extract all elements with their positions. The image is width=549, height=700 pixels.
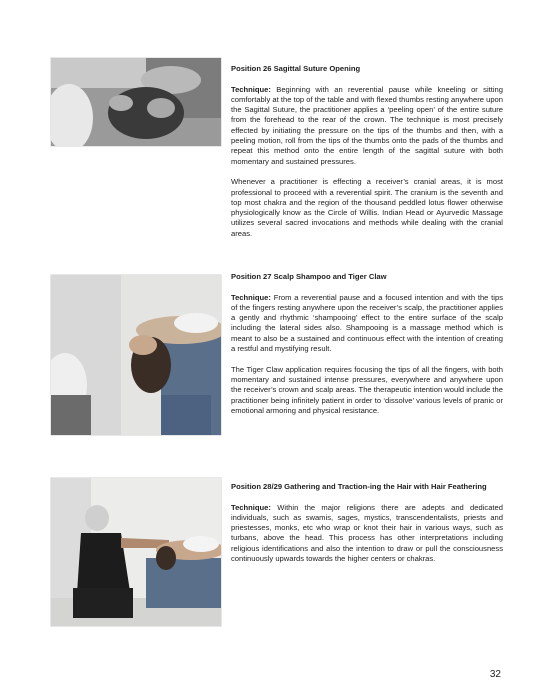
photo-scalp-shampoo [51,275,221,435]
body-paragraph: The Tiger Claw application requires focusing the tips of all the fingers, with both momentary and sustained intense pressures, everywhere and anywhere upon the receiver’s crown and scalp areas. The therapeutic intention would include the practitioner being infinitely patient in order to ‘dissolve’ various levels of pranic or emotional armoring and physical resistance. [231,364,503,415]
technique-text: From a reverential pause and a focused intention and with the tips of the fingers resting anywhere upon the receiver’s scalp, the practitioner applies a gently and rhythmic ‘shampooing’ effect to the entire surface of the scalp including the lateral sides also. Shampooing is a massage method which is meant to also be a sustained and continuous effect with the intention of creating a restful and mystifying result. [231,292,503,354]
section-heading: Position 27 Scalp Shampoo and Tiger Claw [231,272,387,281]
page-number: 32 [489,669,501,680]
technique-paragraph [231,293,503,355]
technique-paragraph [231,503,503,565]
body-paragraph: Whenever a practitioner is effecting a receiver’s cranial areas, it is most professional to proceed with a reverential spirit. The cranium is the seventh and top most chakra and the region of the thousand peddled lotus flower otherwise physiologically know as the Circle of Willis. Indian Head or Ayurvedic Massage utilizes several sacred invocations and methods while dealing with the cranial areas. [231,177,503,238]
technique-label: Technique: [231,292,271,302]
photo-gathering-hair [51,478,221,626]
section-position-28-29 [231,482,503,564]
technique-label: Technique: [231,502,271,512]
photo-sagittal-suture [51,58,221,146]
technique-text: Within the major religions there are adepts and dedicated individuals, such as swamis, sages, mystics, transcendentalists, priests and priestesses, monks, etc who wrap or knot their hair in various ways, such as turbans, above the head. This process has other interpretations including religious identifications and also the intention to draw or pull the consciousness continuously upwards towards the higher centers or chakras. [231,502,503,564]
section-position-26 [231,64,503,239]
section-heading: Position 26 Sagittal Suture Opening [231,64,361,73]
technique-label: Technique: [231,84,271,94]
technique-text: Beginning with an reverential pause while kneeling or sitting comfortably at the top of the table and with flexed thumbs resting anywhere upon the Sagittal Suture, the practitioner applies a ‘peeling open’ of the entire suture from the forehead to the rear of the crown. The technique is most precisely effected by initiating the pressure on the tips of the thumbs and then, with a peeling motion, roll from the tips of the thumbs onto the pads of the thumbs and repeat this method onto the entire length of the sagittal suture with both momentary and sustained pressures. [231,84,503,166]
section-position-27 [231,272,503,416]
technique-paragraph [231,85,503,167]
section-heading: Position 28/29 Gathering and Traction-ing the Hair with Hair Feathering [231,482,487,491]
